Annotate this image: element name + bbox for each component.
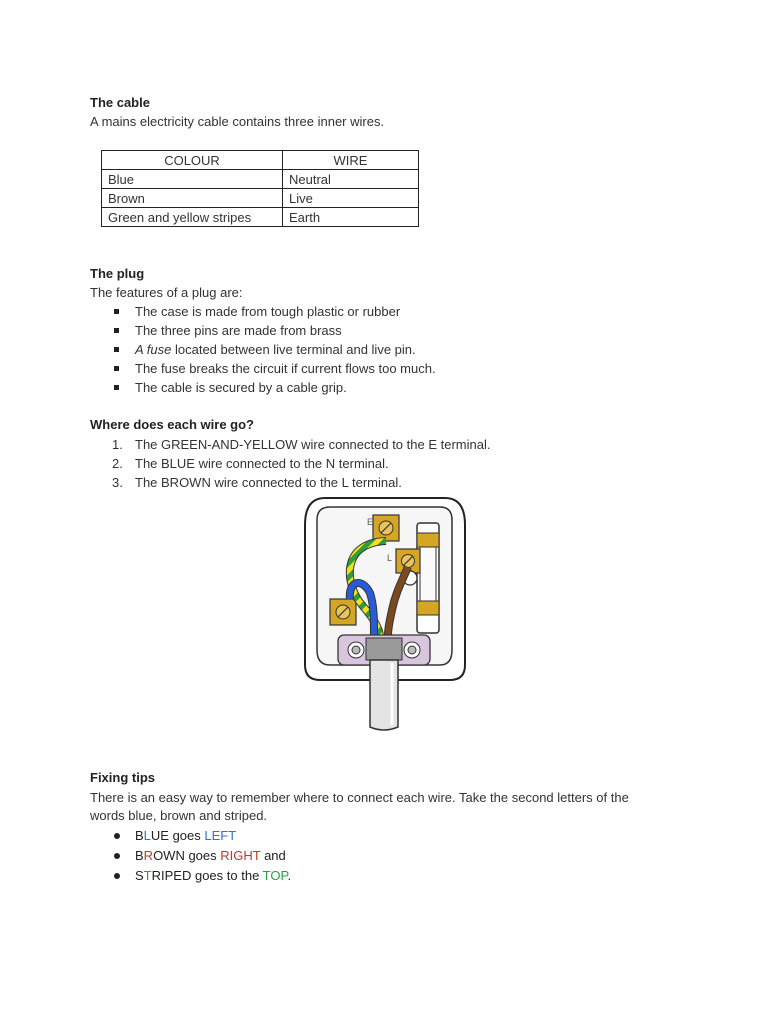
table-header-wire: WIRE (283, 151, 419, 170)
tip-text: RIPED goes to the (151, 868, 263, 883)
screw-head (352, 646, 360, 654)
table-cell-colour: Brown (102, 189, 283, 208)
step-number: 3. (112, 475, 123, 490)
plug-wiring-diagram (300, 495, 470, 735)
fuse-cap-top (417, 533, 439, 547)
tip-direction: LEFT (204, 828, 237, 843)
step-number: 1. (112, 437, 123, 452)
bullet-icon (114, 853, 120, 859)
cable-intro: A mains electricity cable contains three inner wires. (90, 114, 385, 129)
plug-intro: The features of a plug are: (90, 285, 243, 300)
bullet-icon (114, 309, 119, 314)
tip-tail: . (287, 868, 292, 883)
bullet-icon (114, 366, 119, 371)
bullet-icon (114, 328, 119, 333)
list-item (90, 826, 291, 846)
list-item (90, 378, 436, 397)
table-header-row (102, 151, 419, 170)
tip-direction: TOP (262, 868, 288, 883)
neutral-label: N (358, 599, 365, 609)
tip-highlight-letter: T (143, 868, 152, 883)
plug-features-list (90, 302, 436, 397)
tip-text: UE goes (150, 828, 205, 843)
table-header-colour: COLOUR (102, 151, 283, 170)
list-item (90, 454, 490, 473)
table-row (102, 170, 419, 189)
table-row (102, 208, 419, 227)
list-item (90, 435, 490, 454)
tip-direction: RIGHT (220, 848, 261, 863)
fuse-icon (420, 547, 436, 607)
step-number: 2. (112, 456, 123, 471)
fuse-cap-bottom (417, 601, 439, 615)
tip-highlight-letter: L (143, 828, 151, 843)
tips-intro-line2: words blue, brown and striped. (90, 808, 268, 823)
step-text: The BROWN wire connected to the L terminal. (135, 475, 402, 490)
list-item (90, 359, 436, 378)
tip-letter: B (135, 828, 144, 843)
tip-letter: S (135, 868, 144, 883)
tips-intro-line1: There is an easy way to remember where to connect each wire. Take the second letters of the (90, 790, 629, 805)
table-cell-wire: Earth (283, 208, 419, 227)
tip-tail: and (260, 848, 286, 863)
step-text: The GREEN-AND-YELLOW wire connected to the E terminal. (135, 437, 491, 452)
list-item (90, 302, 436, 321)
table-cell-colour: Green and yellow stripes (102, 208, 283, 227)
table-cell-wire: Live (283, 189, 419, 208)
feature-text: The fuse breaks the circuit if current flows too much. (135, 361, 436, 376)
live-label: L (387, 553, 393, 563)
feature-text: The cable is secured by a cable grip. (135, 380, 347, 395)
list-item (90, 321, 436, 340)
table-row (102, 189, 419, 208)
list-item (90, 340, 436, 359)
screw-head (408, 646, 416, 654)
earth-label: E (367, 517, 374, 527)
bullet-icon (114, 873, 120, 879)
table-cell-wire: Neutral (283, 170, 419, 189)
tips-heading: Fixing tips (90, 770, 155, 785)
list-item (90, 473, 490, 492)
step-text: The BLUE wire connected to the N terminal. (135, 456, 389, 471)
outer-cable (370, 660, 398, 730)
table-cell-colour: Blue (102, 170, 283, 189)
list-item (90, 846, 291, 866)
grip-clamp (366, 638, 402, 660)
tip-highlight-letter: R (143, 848, 154, 863)
feature-italic-text: A fuse (135, 342, 172, 357)
tips-list (90, 826, 291, 886)
bullet-icon (114, 385, 119, 390)
feature-text: The case is made from tough plastic or rubber (135, 304, 401, 319)
list-item (90, 866, 291, 886)
tip-text: OWN goes (153, 848, 221, 863)
wire-colour-table (101, 150, 419, 227)
feature-text: The three pins are made from brass (135, 323, 342, 338)
feature-text: located between live terminal and live pin. (171, 342, 416, 357)
bullet-icon (114, 347, 119, 352)
plug-heading: The plug (90, 266, 145, 281)
tip-letter: B (135, 848, 144, 863)
bullet-icon (114, 833, 120, 839)
wiring-heading: Where does each wire go? (90, 417, 254, 432)
cable-heading: The cable (90, 95, 150, 110)
wiring-steps-list (90, 435, 490, 492)
